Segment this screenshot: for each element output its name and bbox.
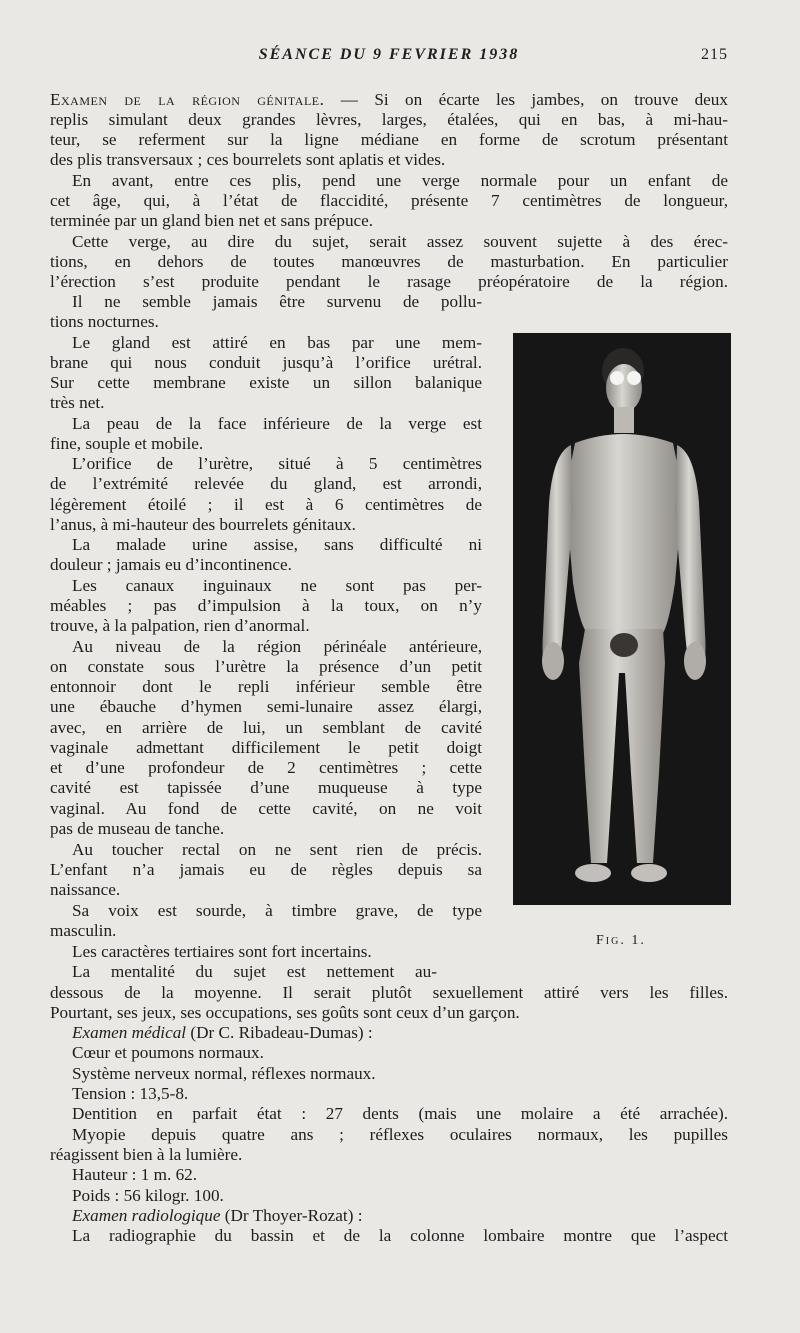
text-line: L’orifice de l’urètre, situé à 5 centimètres xyxy=(72,454,482,473)
text-line: Sa voix est sourde, à timbre grave, de type xyxy=(72,901,482,920)
text-line: dessous de la moyenne. Il serait plutôt sexuellement attiré vers les filles. xyxy=(50,983,728,1002)
text-line: et d’une profondeur de 2 centimètres ; cette xyxy=(50,758,482,777)
text-line: des plis transversaux ; ces bourrelets sont aplatis et vides. xyxy=(50,150,446,169)
text-line: Dentition en parfait état : 27 dents (mais une molaire a été arrachée). xyxy=(72,1104,728,1123)
text-line: tions nocturnes. xyxy=(50,312,159,331)
text-line: En avant, entre ces plis, pend une verge normale pour un enfant de xyxy=(72,171,728,190)
text-line: avec, en arrière de lui, un semblant de cavité xyxy=(50,718,482,737)
text-line: douleur ; jamais eu d’incontinence. xyxy=(50,555,292,574)
text-line: Au niveau de la région périnéale antérieure, xyxy=(72,637,482,656)
text-line: Cette verge, au dire du sujet, serait assez souvent sujette à des érec- xyxy=(72,232,728,251)
standing-figure-illustration xyxy=(513,333,731,905)
text-line: L’enfant n’a jamais eu de règles depuis sa xyxy=(50,860,482,879)
text-line: La peau de la face inférieure de la verge est xyxy=(72,414,482,433)
text-line: tions, en dehors de toutes manœuvres de masturbation. En particulier xyxy=(50,252,728,271)
running-title: SÉANCE DU 9 FEVRIER 1938 xyxy=(258,46,520,63)
text-line: Sur cette membrane existe un sillon balanique xyxy=(50,373,482,392)
text-line: cet âge, qui, à l’état de flaccidité, présente 7 centimètres de longueur, xyxy=(50,191,728,210)
text-line xyxy=(72,1023,750,1043)
text-line: réagissent bien à la lumière. xyxy=(50,1145,243,1164)
text-line: naissance. xyxy=(50,880,121,899)
text-line: Poids : 56 kilogr. 100. xyxy=(72,1186,224,1205)
text-line: La mentalité du sujet est nettement au- xyxy=(72,962,437,981)
page-header xyxy=(50,46,728,70)
text-line: replis simulant deux grandes lèvres, larges, étalées, qui en bas, à mi-hau- xyxy=(50,110,728,129)
text-line: Tension : 13,5-8. xyxy=(72,1084,189,1103)
text-line: Myopie depuis quatre ans ; réflexes oculaires normaux, les pupilles xyxy=(72,1125,728,1144)
text-line: légèrement étoilé ; il est à 6 centimètres de xyxy=(50,495,482,514)
text-line: Au toucher rectal on ne sent rien de précis. xyxy=(72,840,482,859)
text-line xyxy=(50,90,728,110)
text-line: terminée par un gland bien net et sans prépuce. xyxy=(50,211,374,230)
section-heading-rest: — Si on écarte les jambes, on trouve deux xyxy=(324,90,728,109)
section-heading: Examen de la région génitale. xyxy=(50,90,325,109)
text-line xyxy=(72,1206,750,1226)
text-line: pas de museau de tanche. xyxy=(50,819,225,838)
text-line: entonnoir dont le repli inférieur semble être xyxy=(50,677,482,696)
text-line: Cœur et poumons normaux. xyxy=(72,1043,264,1062)
text-line: Il ne semble jamais être survenu de pollu- xyxy=(72,292,482,311)
text-line: cavité est tapissée d’une muqueuse à type xyxy=(50,778,482,797)
text-line: trouve, à la palpation, rien d’anormal. xyxy=(50,616,310,635)
subsection-heading-rest: (Dr Thoyer-Rozat) : xyxy=(220,1206,363,1225)
subsection-heading: Examen médical xyxy=(72,1023,187,1042)
text-line: Le gland est attiré en bas par une mem- xyxy=(72,333,482,352)
text-line: vaginale admettant difficilement le petit doigt xyxy=(50,738,482,757)
text-line: La radiographie du bassin et de la colonne lombaire montre que l’aspect xyxy=(72,1226,728,1245)
text-line: l’érection s’est produite pendant le rasage préopératoire de la région. xyxy=(50,272,728,291)
text-line: méables ; pas d’impulsion à la toux, on n’y xyxy=(50,596,482,615)
text-line: vaginal. Au fond de cette cavité, on ne voit xyxy=(50,799,482,818)
text-line: très net. xyxy=(50,393,105,412)
text-line: masculin. xyxy=(50,921,117,940)
text-line: Les canaux inguinaux ne sont pas per- xyxy=(72,576,482,595)
subsection-heading: Examen radiologique xyxy=(72,1206,221,1225)
text-line: La malade urine assise, sans difficulté ni xyxy=(72,535,482,554)
text-line: l’anus, à mi-hauteur des bourrelets génitaux. xyxy=(50,515,356,534)
figure-photograph xyxy=(513,333,731,905)
text-line: de l’extrémité relevée du gland, est arrondi, xyxy=(50,474,482,493)
text-line: Système nerveux normal, réflexes normaux. xyxy=(72,1064,376,1083)
text-line: on constate sous l’urètre la présence d’un petit xyxy=(50,657,482,676)
text-line: teur, se referment sur la ligne médiane en forme de scrotum présentant xyxy=(50,130,728,149)
text-line: une ébauche d’hymen semi-lunaire assez élargi, xyxy=(50,697,482,716)
subsection-heading-rest: (Dr C. Ribadeau-Dumas) : xyxy=(186,1023,373,1042)
text-line: Pourtant, ses jeux, ses occupations, ses goûts sont ceux d’un garçon. xyxy=(50,1003,520,1022)
text-line: fine, souple et mobile. xyxy=(50,434,204,453)
figure-caption: Fig. 1. xyxy=(596,933,646,948)
text-line: Les caractères tertiaires sont fort incertains. xyxy=(72,942,372,961)
text-line: brane qui nous conduit jusqu’à l’orifice urétral. xyxy=(50,353,482,372)
page-number: 215 xyxy=(701,46,728,63)
text-line: Hauteur : 1 m. 62. xyxy=(72,1165,198,1184)
